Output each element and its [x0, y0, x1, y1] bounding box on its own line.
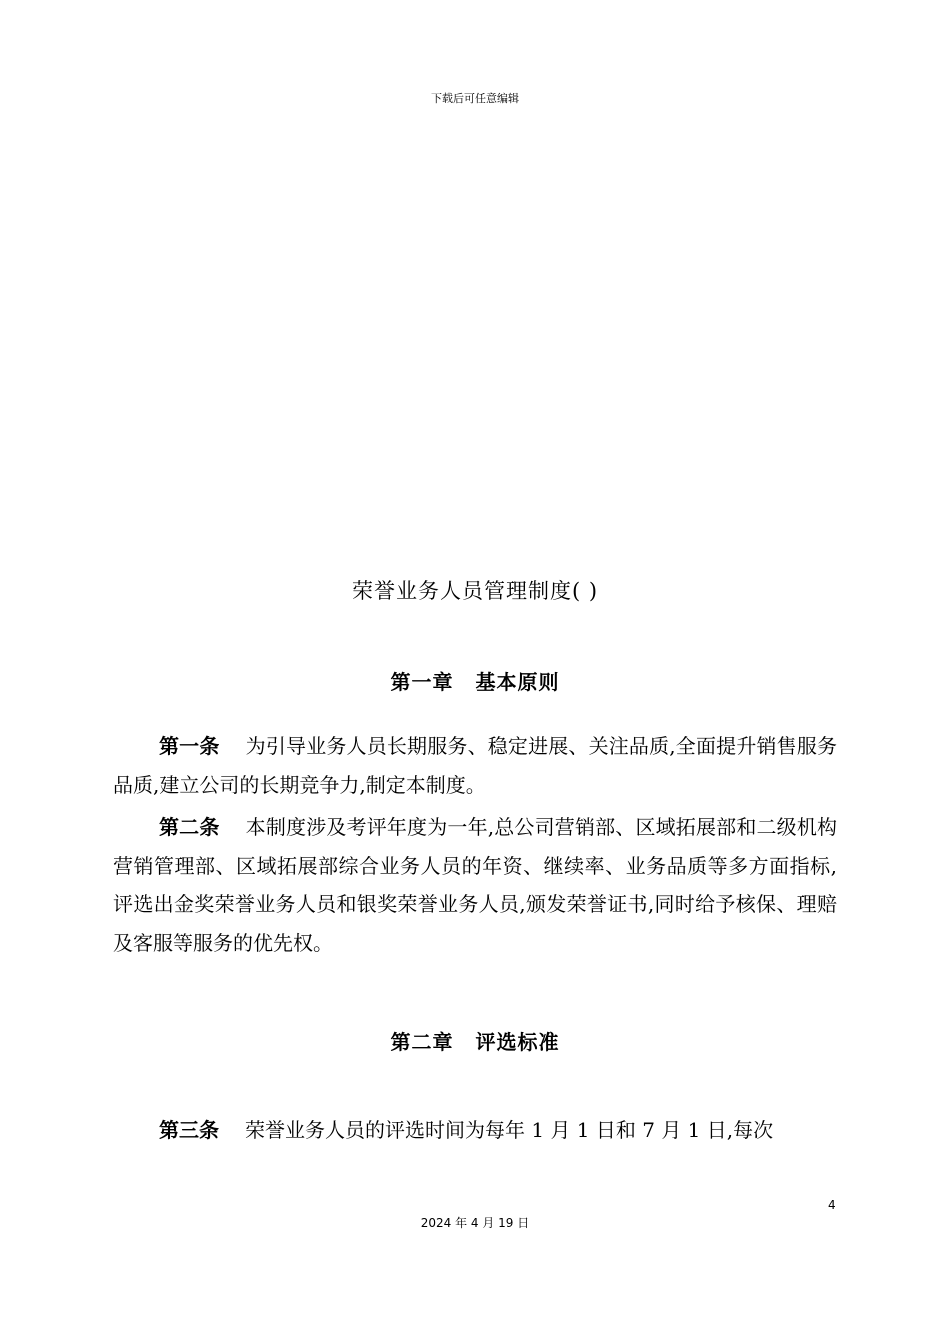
chapter-heading: [0, 1026, 950, 1055]
article-label: 第一条: [159, 734, 220, 758]
chapter-title: 评选标准: [475, 1030, 560, 1054]
chapter-number: 第一章: [390, 670, 454, 694]
article-label: 第三条: [159, 1118, 219, 1142]
chapter-heading: [0, 666, 950, 695]
article-paragraph: [113, 808, 837, 962]
header-note: 下载后可任意编辑: [431, 92, 519, 105]
page-number: 4: [828, 1198, 836, 1212]
article-text: 荣誉业务人员的评选时间为每年 1 月 1 日和 7 月 1 日,每次: [245, 1118, 774, 1142]
footer-date: 2024 年 4 月 19 日: [420, 1216, 530, 1230]
chapter-number: 第二章: [390, 1030, 454, 1054]
article-paragraph: [113, 727, 837, 804]
article-paragraph: [113, 1111, 837, 1150]
chapter-title: 基本原则: [475, 670, 560, 694]
article-label: 第二条: [159, 815, 220, 839]
article-text: 本制度涉及考评年度为一年,总公司营销部、区域拓展部和二级机构营销管理部、区域拓展部综合业务人员的年资、继续率、业务品质等多方面指标,评选出金奖荣誉业务人员和银奖荣誉业务人员,颁发荣誉证书,同时给予核保、理赔及客服等服务的优先权。: [113, 815, 838, 955]
article-text: 为引导业务人员长期服务、稳定进展、关注品质,全面提升销售服务品质,建立公司的长期竞争力,制定本制度。: [113, 734, 838, 797]
document-title: 荣誉业务人员管理制度( ): [351, 579, 599, 603]
